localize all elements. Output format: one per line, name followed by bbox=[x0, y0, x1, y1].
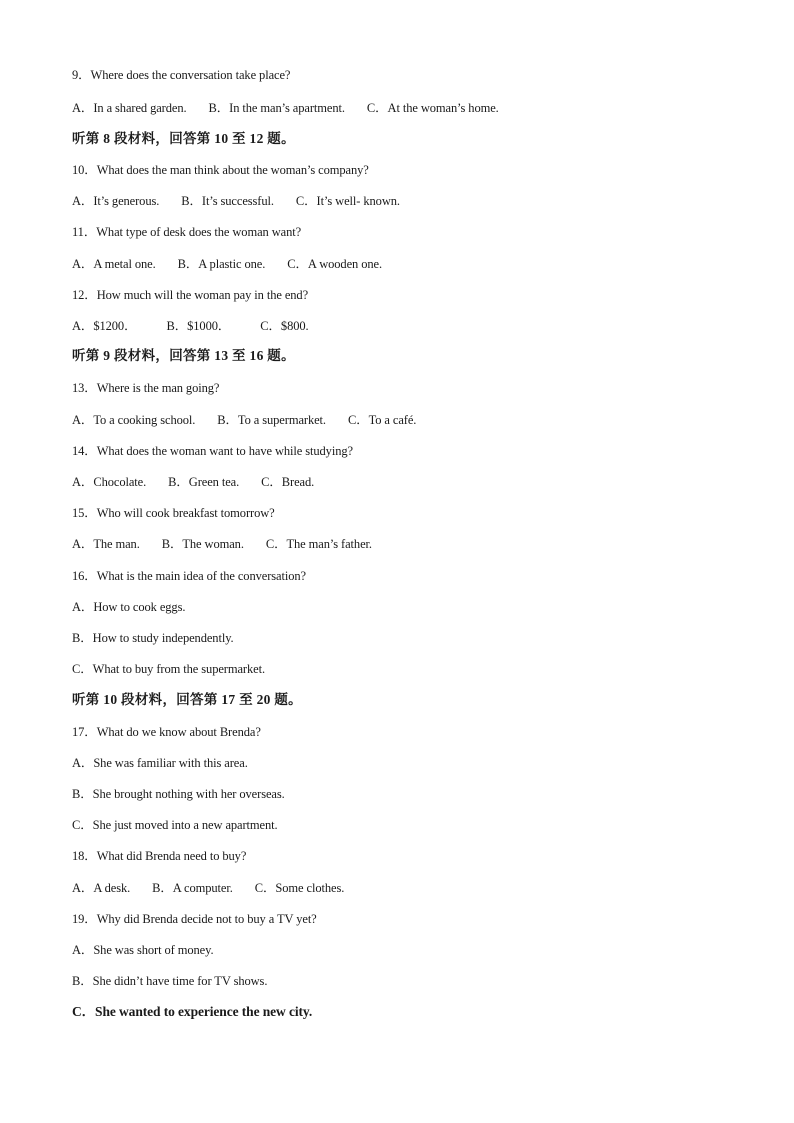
option-19b: B．She didn’t have time for TV shows. bbox=[72, 974, 268, 988]
options-10 bbox=[72, 193, 400, 209]
option-9a: A．In a shared garden. bbox=[72, 101, 187, 115]
option-11b: B．A plastic one. bbox=[177, 257, 266, 271]
options-15 bbox=[72, 536, 372, 552]
option-10a: A．It’s generous. bbox=[72, 194, 160, 208]
option-9c: C．At the woman’s home. bbox=[366, 101, 499, 115]
option-15a: A．The man. bbox=[72, 537, 140, 551]
question-13: 13．Where is the man going? bbox=[72, 381, 220, 395]
option-18b: B．A computer. bbox=[152, 881, 233, 895]
options-14 bbox=[72, 474, 314, 490]
option-16c: C．What to buy from the supermarket. bbox=[72, 662, 265, 676]
option-14c: C．Bread. bbox=[261, 475, 315, 489]
option-10c: C．It’s well- known. bbox=[295, 194, 400, 208]
question-18: 18．What did Brenda need to buy? bbox=[72, 849, 247, 863]
option-15c: C．The man’s father. bbox=[265, 537, 372, 551]
option-11c: C．A wooden one. bbox=[287, 257, 382, 271]
option-11a: A．A metal one. bbox=[72, 257, 156, 271]
question-11: 11．What type of desk does the woman want? bbox=[72, 225, 302, 239]
option-14a: A．Chocolate. bbox=[72, 475, 147, 489]
options-11 bbox=[72, 256, 382, 272]
option-15b: B．The woman. bbox=[161, 537, 244, 551]
options-9 bbox=[72, 100, 499, 116]
option-12c: C．$800. bbox=[260, 319, 309, 333]
option-13b: B．To a supermarket. bbox=[217, 413, 326, 427]
question-14: 14．What does the woman want to have while studying? bbox=[72, 444, 353, 458]
option-12a: A．$1200． bbox=[72, 319, 137, 333]
question-16: 16．What is the main idea of the conversation? bbox=[72, 569, 306, 583]
option-9b: B．In the man’s apartment. bbox=[208, 101, 345, 115]
option-12b: B．$1000． bbox=[166, 319, 231, 333]
options-18 bbox=[72, 880, 344, 896]
question-17: 17．What do we know about Brenda? bbox=[72, 725, 261, 739]
question-12: 12．How much will the woman pay in the end? bbox=[72, 288, 309, 302]
question-15: 15．Who will cook breakfast tomorrow? bbox=[72, 506, 275, 520]
section-heading-9: 听第 9 段材料，回答第 13 至 16 题。 bbox=[72, 348, 295, 363]
option-17c: C．She just moved into a new apartment. bbox=[72, 818, 278, 832]
option-17b: B．She brought nothing with her overseas. bbox=[72, 787, 285, 801]
option-10b: B．It’s successful. bbox=[181, 194, 274, 208]
options-12 bbox=[72, 318, 309, 334]
option-14b: B．Green tea. bbox=[168, 475, 240, 489]
question-19: 19．Why did Brenda decide not to buy a TV yet? bbox=[72, 912, 317, 926]
question-10: 10．What does the man think about the woman’s company? bbox=[72, 163, 369, 177]
section-heading-10: 听第 10 段材料，回答第 17 至 20 题。 bbox=[72, 692, 302, 707]
option-18a: A．A desk. bbox=[72, 881, 131, 895]
option-18c: C．Some clothes. bbox=[254, 881, 345, 895]
option-19a: A．She was short of money. bbox=[72, 943, 214, 957]
option-19c-answer: C．She wanted to experience the new city. bbox=[72, 1004, 313, 1019]
option-16a: A．How to cook eggs. bbox=[72, 600, 186, 614]
section-heading-8: 听第 8 段材料，回答第 10 至 12 题。 bbox=[72, 131, 295, 146]
option-13a: A．To a cooking school. bbox=[72, 413, 196, 427]
option-17a: A．She was familiar with this area. bbox=[72, 756, 248, 770]
option-13c: C．To a café. bbox=[347, 413, 417, 427]
question-9: 9．Where does the conversation take place? bbox=[72, 68, 291, 82]
options-13 bbox=[72, 412, 416, 428]
option-16b: B．How to study independently. bbox=[72, 631, 234, 645]
